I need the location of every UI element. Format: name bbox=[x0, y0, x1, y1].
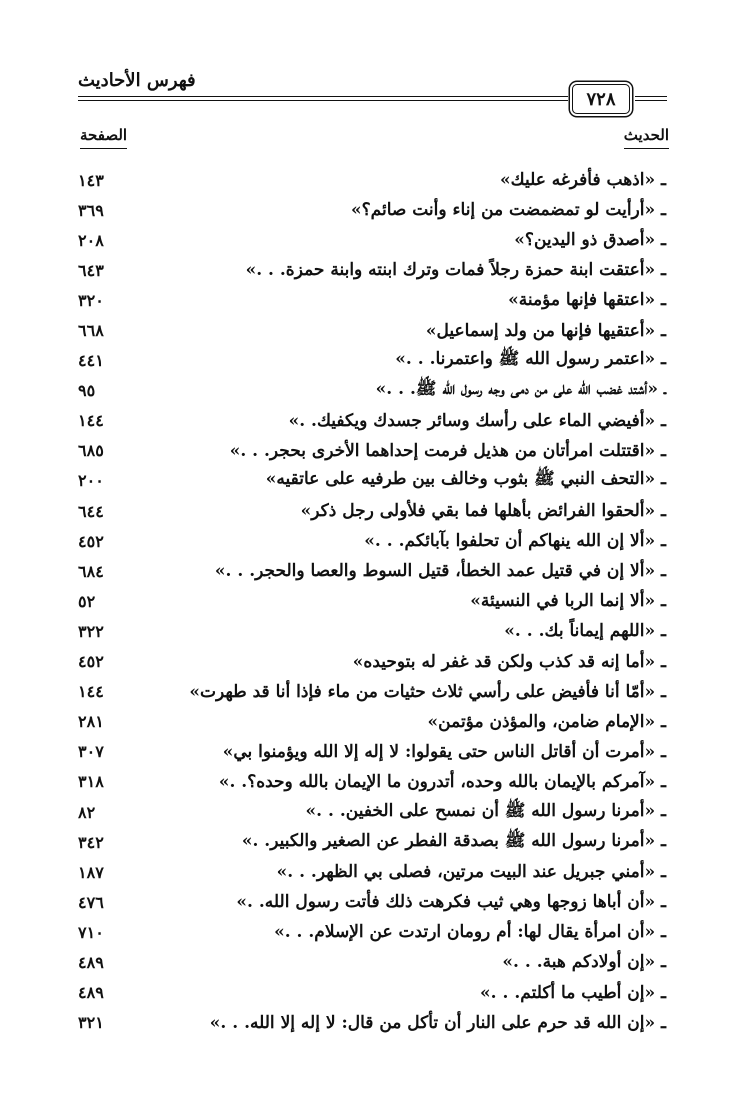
index-entry bbox=[78, 165, 668, 195]
hadith-text: ـ «ألحقوا الفرائض بأهلها فما بقي فلأولى رجل ذكر» bbox=[300, 501, 666, 522]
hadith-text: ـ «أمرنا رسول الله ﷺ أن نمسح على الخفين. . .» bbox=[305, 800, 666, 821]
index-entry bbox=[78, 707, 668, 737]
index-entry bbox=[78, 947, 668, 977]
page-reference: ١٤٤ bbox=[78, 411, 104, 431]
header-rule-right bbox=[635, 96, 667, 101]
hadith-text: ـ «أن أباها زوجها وهي ثيب فكرهت ذلك فأتت رسول الله. .» bbox=[236, 892, 666, 913]
page-reference: ١٨٧ bbox=[78, 862, 104, 882]
index-entry bbox=[78, 346, 668, 376]
page-reference: ٤٧٦ bbox=[78, 892, 104, 912]
index-entry bbox=[78, 797, 668, 827]
running-title: فهرس الأحاديث bbox=[78, 70, 196, 91]
index-entry bbox=[78, 978, 668, 1008]
index-entry bbox=[78, 827, 668, 857]
page-reference: ٣٢١ bbox=[78, 1013, 104, 1033]
page-reference: ٣٠٧ bbox=[78, 742, 104, 762]
index-entry bbox=[78, 1008, 668, 1038]
index-entry bbox=[78, 917, 668, 947]
hadith-text: ـ «اعتمر رسول الله ﷺ واعتمرنا. . .» bbox=[395, 349, 666, 370]
hadith-text: ـ «أشتد غضب الله على من دمى وجه رسول الله ﷺ. . .» bbox=[375, 379, 666, 400]
hadith-text: ـ «الإمام ضامن، والمؤذن مؤتمن» bbox=[427, 711, 666, 732]
page-reference: ٦٤٣ bbox=[78, 260, 104, 280]
index-entry bbox=[78, 677, 668, 707]
hadith-text: ـ «أما إنه قد كذب ولكن قد غفر له بتوحيده» bbox=[352, 651, 666, 672]
hadith-text: ـ «التحف النبي ﷺ بثوب وخالف بين طرفيه على عاتقيه» bbox=[265, 469, 666, 490]
hadith-text: ـ «أصدق ذو اليدين؟» bbox=[514, 230, 666, 251]
index-entry bbox=[78, 887, 668, 917]
index-entry bbox=[78, 737, 668, 767]
hadith-text: ـ «أعتقت ابنة حمزة رجلاً فمات وترك ابنته وابنة حمزة. . .» bbox=[245, 260, 666, 281]
hadith-text: ـ «أن امرأة يقال لها: أم رومان ارتدت عن الإسلام. . .» bbox=[274, 922, 666, 943]
hadith-index-list bbox=[78, 165, 668, 1038]
index-entry bbox=[78, 647, 668, 677]
page-reference: ٣٢٢ bbox=[78, 621, 104, 641]
index-entry bbox=[78, 315, 668, 345]
index-entry bbox=[78, 285, 668, 315]
index-entry bbox=[78, 195, 668, 225]
page-reference: ٢٠٠ bbox=[78, 471, 104, 491]
index-entry bbox=[78, 436, 668, 466]
hadith-text: ـ «أفيضي الماء على رأسك وسائر جسدك ويكفيك. .» bbox=[288, 410, 666, 431]
page-reference: ١٤٣ bbox=[78, 170, 104, 190]
index-entry bbox=[78, 586, 668, 616]
hadith-text: ـ «إن أولادكم هبة. . .» bbox=[502, 952, 666, 973]
index-entry bbox=[78, 526, 668, 556]
hadith-text: ـ «ألا إن في قتيل عمد الخطأ، قتيل السوط والعصا والحجر. . .» bbox=[214, 561, 666, 582]
page-reference: ٤٥٢ bbox=[78, 652, 104, 672]
page-reference: ٣٢٠ bbox=[78, 290, 104, 310]
page-reference: ٦٦٨ bbox=[78, 321, 104, 341]
page-reference: ٩٥ bbox=[78, 381, 96, 401]
index-entry bbox=[78, 466, 668, 496]
page-reference: ٤٨٩ bbox=[78, 983, 104, 1003]
page-reference: ٤٨٩ bbox=[78, 952, 104, 972]
hadith-text: ـ «أمّا أنا فأفيض على رأسي ثلاث حثيات من ماء فإذا أنا قد طهرت» bbox=[189, 681, 666, 702]
hadith-text: ـ «أمني جبريل عند البيت مرتين، فصلى بي الظهر. . .» bbox=[276, 862, 666, 883]
page-reference: ٤٥٢ bbox=[78, 531, 104, 551]
index-entry bbox=[78, 225, 668, 255]
column-heading-page: الصفحة bbox=[80, 126, 127, 149]
page-reference: ٣١٨ bbox=[78, 772, 104, 792]
page-reference: ٥٢ bbox=[78, 591, 96, 611]
page-reference: ٦٨٥ bbox=[78, 441, 104, 461]
page-reference: ٣٦٩ bbox=[78, 200, 104, 220]
hadith-text: ـ «ألا إنما الربا في النسيئة» bbox=[470, 591, 666, 612]
hadith-text: ـ «أمرت أن أقاتل الناس حتى يقولوا: لا إله إلا الله ويؤمنوا بي» bbox=[222, 741, 666, 762]
page-reference: ٤٤١ bbox=[78, 351, 104, 371]
page-reference: ١٤٤ bbox=[78, 682, 104, 702]
index-entry bbox=[78, 616, 668, 646]
page-reference: ٢٨١ bbox=[78, 712, 104, 732]
hadith-text: ـ «اعتقها فإنها مؤمنة» bbox=[508, 290, 666, 311]
page-reference: ٦٨٤ bbox=[78, 561, 104, 581]
page-reference: ٦٤٤ bbox=[78, 501, 104, 521]
page-reference: ٧١٠ bbox=[78, 922, 104, 942]
index-entry bbox=[78, 556, 668, 586]
hadith-text: ـ «اللهم إيماناً بك. . .» bbox=[504, 621, 666, 642]
hadith-text: ـ «أمرنا رسول الله ﷺ بصدقة الفطر عن الصغير والكبير. .» bbox=[241, 830, 666, 851]
hadith-text: ـ «آمركم بالإيمان بالله وحده، أتدرون ما الإيمان بالله وحده؟. .» bbox=[218, 771, 666, 792]
hadith-text: ـ «ألا إن الله ينهاكم أن تحلفوا بآبائكم. . .» bbox=[364, 531, 666, 552]
hadith-text: ـ «إن أطيب ما أكلتم. . .» bbox=[480, 982, 666, 1003]
hadith-text: ـ «أعتقيها فإنها من ولد إسماعيل» bbox=[425, 320, 666, 341]
page-reference: ٣٤٢ bbox=[78, 832, 104, 852]
column-heading-hadith: الحديث bbox=[624, 126, 669, 149]
page-number: ٧٢٨ bbox=[572, 84, 630, 114]
page-reference: ٢٠٨ bbox=[78, 230, 104, 250]
index-entry bbox=[78, 406, 668, 436]
page-reference: ٨٢ bbox=[78, 802, 96, 822]
index-entry bbox=[78, 376, 668, 406]
index-entry bbox=[78, 255, 668, 285]
index-entry bbox=[78, 857, 668, 887]
header-rule-left bbox=[78, 96, 568, 101]
hadith-text: ـ «اقتتلت امرأتان من هذيل فرمت إحداهما الأخرى بحجر. . .» bbox=[229, 440, 666, 461]
hadith-text: ـ «أرأيت لو تمضمضت من إناء وأنت صائم؟» bbox=[351, 200, 666, 221]
index-entry bbox=[78, 496, 668, 526]
hadith-text: ـ «إن الله قد حرم على النار أن تأكل من قال: لا إله إلا الله. . .» bbox=[209, 1012, 666, 1033]
hadith-text: ـ «اذهب فأفرغه عليك» bbox=[500, 170, 666, 191]
index-entry bbox=[78, 767, 668, 797]
